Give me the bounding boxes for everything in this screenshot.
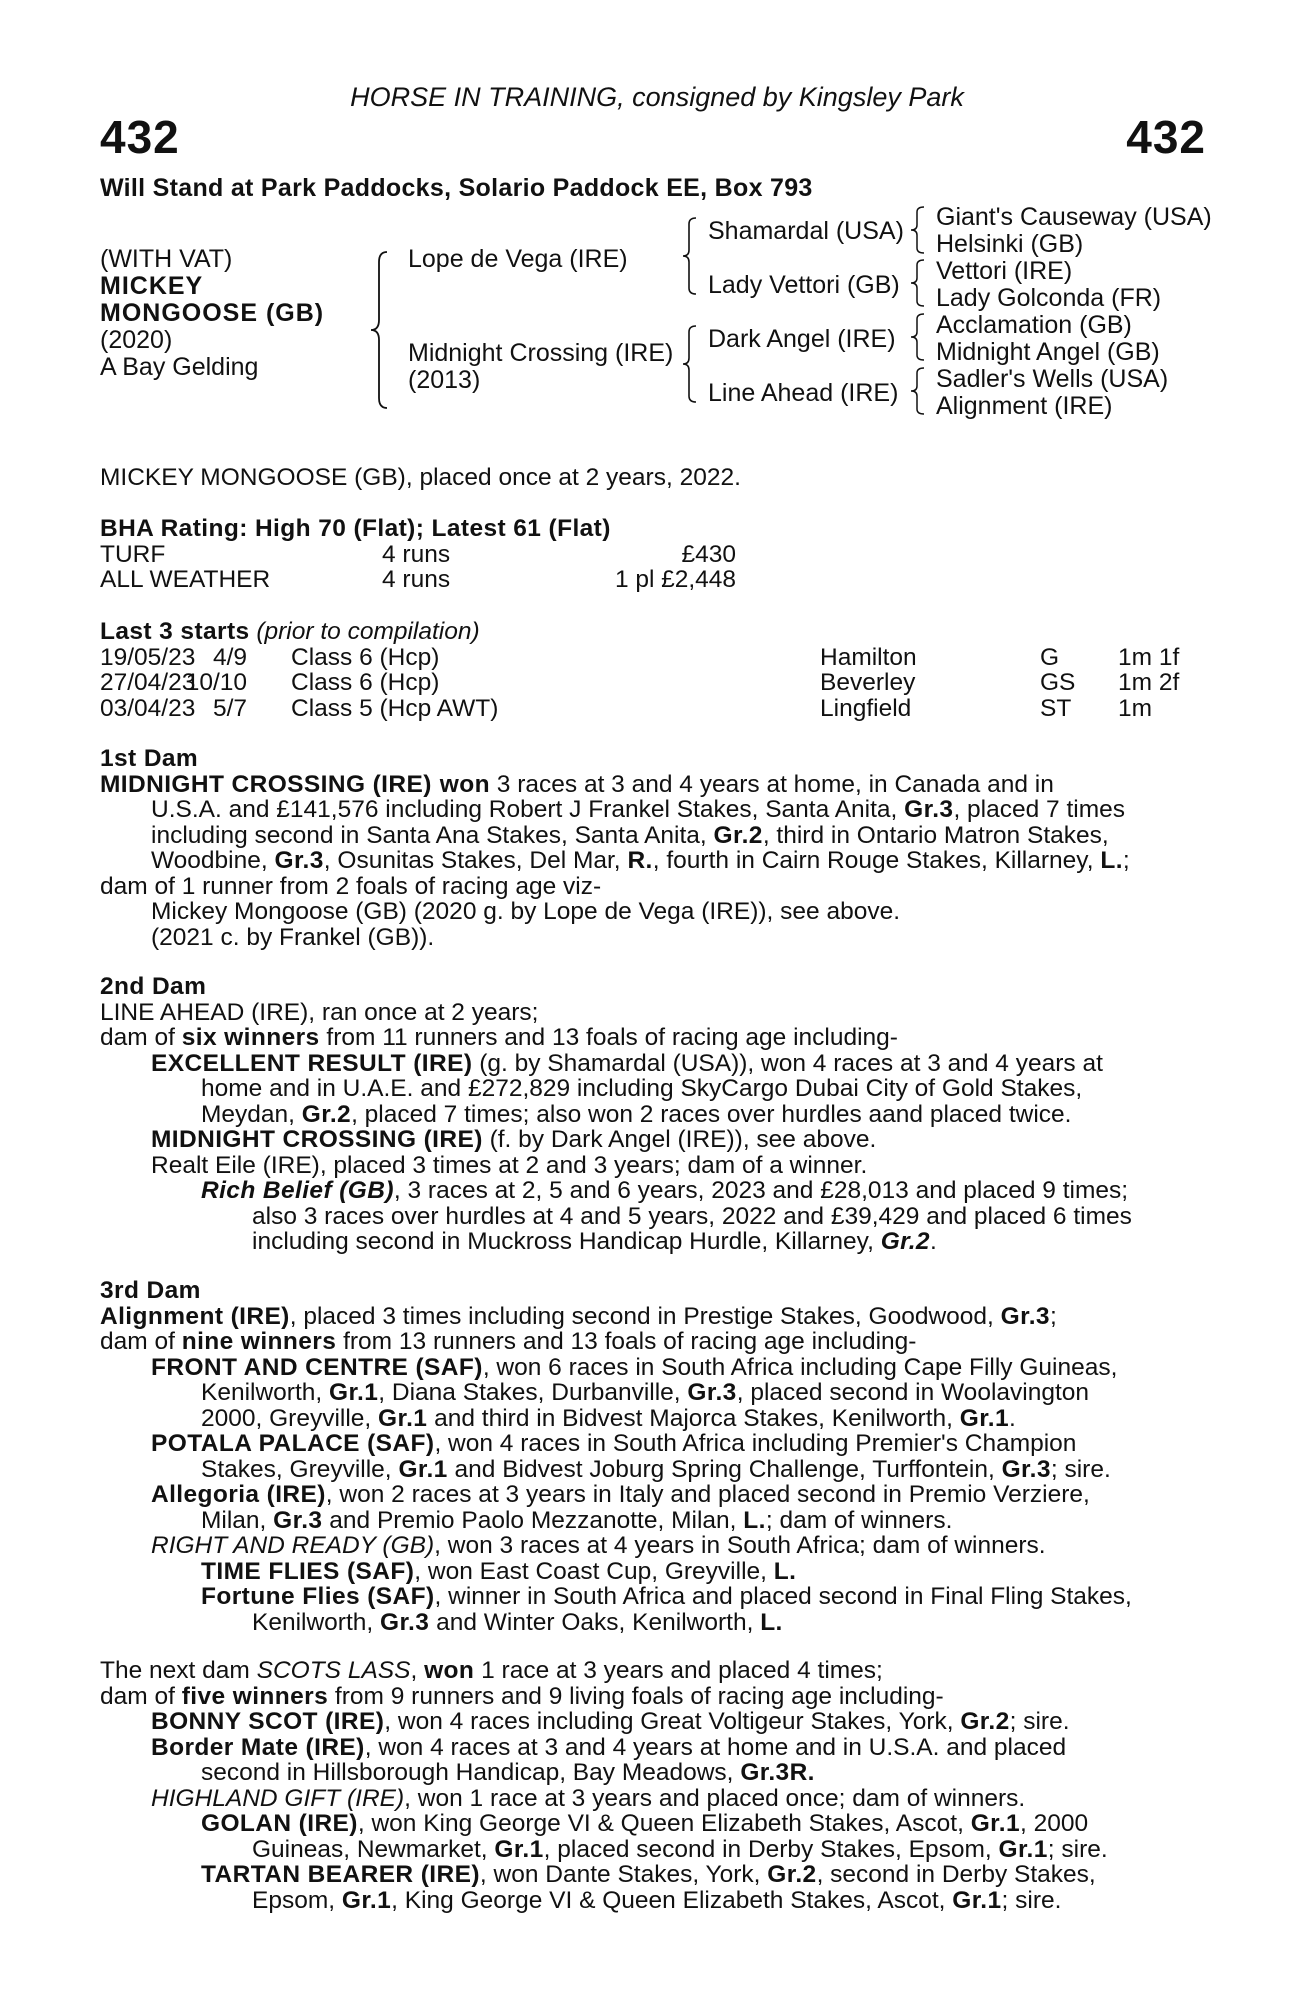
text: also 3 races over hurdles at 4 and 5 years, 2022 and £39,429 and placed 6 times: [252, 1202, 1132, 1230]
pedigree-brace-sd: [910, 258, 926, 308]
text: , won 2 races at 3 years in Italy and placed second in Premio Verziere,: [325, 1481, 1090, 1508]
text: , won 4 races in South Africa including Premier's Champion: [434, 1430, 1077, 1457]
rating-runs: 4 runs: [382, 566, 451, 593]
horse-name-line1: MICKEY: [100, 272, 204, 300]
grade: Gr.1: [998, 1835, 1048, 1863]
grade: Gr.3: [1001, 1455, 1051, 1483]
horse-name-line2: MONGOOSE (GB): [100, 299, 325, 327]
text: Stakes, Greyville,: [201, 1455, 399, 1483]
start-going: ST: [1040, 694, 1072, 722]
pedigree-brace-dd: [910, 366, 926, 416]
grade: Gr.2: [301, 1100, 352, 1128]
grade: Gr.3: [904, 796, 954, 823]
text: , King George VI & Queen Elizabeth Stakes, Ascot,: [391, 1886, 953, 1914]
first-dam-name: MIDNIGHT CROSSING (IRE): [100, 770, 432, 798]
start-row: [100, 645, 1207, 671]
start-distance: 1m 1f: [1118, 643, 1180, 671]
next-dam-name: SCOTS LASS: [256, 1657, 411, 1684]
text: ,: [410, 1657, 425, 1684]
text: Guineas, Newmarket,: [252, 1835, 495, 1863]
text: and Bidvest Joburg Spring Challenge, Turffontein,: [447, 1455, 1002, 1483]
rating-surface: TURF: [100, 540, 166, 568]
pedigree-brace-ds: [910, 312, 926, 362]
text: , won Dante Stakes, York,: [479, 1861, 768, 1888]
text: , won 3 races at 4 years in South Africa; dam of winners.: [434, 1532, 1046, 1559]
pedigree-gdam-4: Alignment (IRE): [936, 392, 1113, 420]
progeny-name: HIGHLAND GIFT (IRE): [151, 1784, 405, 1812]
text: (g. by Shamardal (USA)), won 4 races at 3 and 4 years at: [472, 1049, 1103, 1077]
next-dam-section: [100, 1658, 1207, 1913]
text: Meydan,: [201, 1100, 302, 1128]
grade: Gr.1: [329, 1379, 379, 1406]
grade: Gr.1: [970, 1810, 1020, 1837]
winners-count: nine winners: [181, 1328, 337, 1355]
text: , Osunitas Stakes, Del Mar,: [323, 847, 628, 874]
progeny-name: TIME FLIES (SAF): [201, 1557, 415, 1585]
text: , 2000: [1019, 1810, 1089, 1837]
rating-section: [100, 516, 1207, 593]
start-course: Beverley: [820, 669, 916, 696]
pedigree-gdam-3: Midnight Angel (GB): [936, 338, 1160, 366]
racing-summary: [100, 465, 1207, 491]
text: ; sire.: [1001, 1886, 1062, 1914]
text: 2000, Greyville,: [201, 1404, 379, 1432]
winners-count: six winners: [181, 1024, 320, 1051]
grade: Gr.1: [341, 1886, 392, 1914]
start-date: 03/04/23: [100, 694, 196, 722]
text: , placed 7 times: [953, 796, 1126, 823]
grade: Gr.3: [380, 1608, 430, 1636]
pedigree-brace-dam: [682, 324, 698, 404]
text: dam of: [100, 1024, 182, 1051]
text: Epsom,: [252, 1886, 342, 1914]
pedigree-brace-main: [370, 250, 390, 410]
grade: Gr.1: [952, 1886, 1002, 1914]
text: , Diana Stakes, Durbanville,: [378, 1379, 688, 1406]
text: , fourth in Cairn Rouge Stakes, Killarney,: [652, 847, 1101, 874]
text: and third in Bidvest Majorca Stakes, Kenilworth,: [427, 1404, 960, 1432]
rating-surface: ALL WEATHER: [100, 566, 271, 593]
lot-number-left: 432: [100, 111, 180, 163]
grade: Gr.3: [687, 1379, 737, 1406]
text: , won 1 race at 3 years and placed once; dam of winners.: [404, 1784, 1026, 1812]
start-row: [100, 670, 1207, 696]
grade: L.: [1100, 847, 1123, 874]
progeny-name: Allegoria (IRE): [151, 1481, 326, 1508]
grade: L.: [773, 1557, 797, 1585]
lot-number-right: 432: [1126, 111, 1206, 163]
won-label: won: [439, 770, 490, 798]
rating-title: BHA Rating: High 70 (Flat); Latest 61 (Flat): [100, 515, 611, 542]
page-header: HORSE IN TRAINING, consigned by Kingsley Park: [350, 82, 964, 112]
grade: Gr.1: [378, 1404, 428, 1432]
progeny-name: POTALA PALACE (SAF): [151, 1430, 435, 1457]
pedigree-gdam-2: Lady Golconda (FR): [936, 284, 1162, 312]
pedigree-sire: Lope de Vega (IRE): [408, 245, 628, 273]
text: dam of: [100, 1328, 182, 1355]
text: 3 races at 3 and 4 years at home, in Canada and in: [489, 770, 1054, 798]
text: , won 4 races at 3 and 4 years at home and in U.S.A. and placed: [364, 1733, 1067, 1761]
text: (f. by Dark Angel (IRE)), see above.: [482, 1126, 877, 1153]
grade: L.: [743, 1506, 766, 1534]
grade: Gr.1: [959, 1404, 1010, 1432]
progeny-name: TARTAN BEARER (IRE): [201, 1861, 480, 1888]
text: dam of 1 runner from 2 foals of racing age viz-: [100, 872, 602, 900]
grade: Gr.2: [713, 821, 763, 849]
grade: Gr.3: [274, 847, 324, 874]
text: Kenilworth,: [201, 1379, 330, 1406]
text: Woodbine,: [151, 847, 275, 874]
start-race: Class 5 (Hcp AWT): [291, 694, 499, 722]
first-dam-section: [100, 746, 1207, 950]
start-race: Class 6 (Hcp): [291, 643, 440, 671]
start-position: 5/7: [212, 694, 247, 722]
grade: R.: [627, 847, 653, 874]
start-position: 10/10: [185, 669, 247, 696]
pedigree-dam: Midnight Crossing (IRE): [408, 339, 674, 367]
text: (2021 c. by Frankel (GB)).: [151, 923, 435, 951]
text: dam of: [100, 1682, 182, 1710]
rating-row: [100, 542, 1207, 568]
pedigree-dam-sire: Dark Angel (IRE): [708, 325, 896, 353]
text: Kenilworth,: [252, 1608, 381, 1636]
text: , second in Derby Stakes,: [816, 1861, 1096, 1888]
pedigree-brace-ss: [910, 205, 926, 255]
progeny-name: Border Mate (IRE): [151, 1733, 365, 1761]
text: , 3 races at 2, 5 and 6 years, 2023 and £28,013 and placed 9 times;: [393, 1177, 1129, 1204]
horse-description: A Bay Gelding: [100, 353, 259, 381]
start-date: 27/04/23: [100, 669, 196, 696]
grade: Gr.1: [494, 1835, 544, 1863]
start-date: 19/05/23: [100, 643, 196, 671]
text: ; sire.: [1050, 1455, 1111, 1483]
second-dam-heading: 2nd Dam: [100, 973, 207, 1000]
text: second in Hillsborough Handicap, Bay Meadows,: [201, 1759, 741, 1786]
text: , won 4 races including Great Voltigeur Stakes, York,: [384, 1708, 961, 1735]
pedigree-sire-dam: Lady Vettori (GB): [708, 271, 900, 299]
text: from 13 runners and 13 foals of racing age including-: [336, 1328, 917, 1355]
text: including second in Santa Ana Stakes, Santa Anita,: [151, 821, 714, 849]
text: home and in U.A.E. and £272,829 including SkyCargo Dubai City of Gold Stakes,: [201, 1075, 1083, 1102]
progeny-name: MIDNIGHT CROSSING (IRE): [151, 1126, 483, 1153]
start-position: 4/9: [212, 643, 247, 671]
pedigree-sire-sire: Shamardal (USA): [708, 217, 904, 245]
second-dam-section: [100, 974, 1207, 1255]
text: from 9 runners and 9 living foals of racing age including-: [328, 1682, 944, 1710]
text: .: [1009, 1404, 1016, 1432]
pedigree-gsire-2: Vettori (IRE): [936, 257, 1073, 285]
third-dam-section: [100, 1278, 1207, 1635]
grade: L.: [760, 1608, 783, 1636]
rating-runs: 4 runs: [382, 540, 451, 568]
pedigree-gdam-1: Helsinki (GB): [936, 230, 1084, 258]
grade: Gr.2: [880, 1228, 930, 1255]
progeny-name: BONNY SCOT (IRE): [151, 1708, 385, 1735]
grade: Gr.3: [1000, 1302, 1050, 1330]
text: Realt Eile (IRE), placed 3 times at 2 and 3 years; dam of a winner.: [151, 1151, 868, 1179]
text: .: [929, 1228, 937, 1255]
winners-count: five winners: [181, 1682, 329, 1710]
text: , won King George VI & Queen Elizabeth Stakes, Ascot,: [357, 1810, 971, 1837]
text: , third in Ontario Matron Stakes,: [762, 821, 1109, 849]
text: , placed 3 times including second in Prestige Stakes, Goodwood,: [289, 1302, 1001, 1330]
grade: Gr.1: [398, 1455, 448, 1483]
text: ; sire.: [1009, 1708, 1070, 1735]
pedigree-dam-dam: Line Ahead (IRE): [708, 379, 899, 407]
text: , won 6 races in South Africa including Cape Filly Guineas,: [482, 1353, 1118, 1381]
text: , placed 7 times; also won 2 races over hurdles aand placed twice.: [351, 1100, 1072, 1128]
grade: Gr.2: [767, 1861, 817, 1888]
text: and Winter Oaks, Kenilworth,: [429, 1608, 761, 1636]
third-dam-name: Alignment (IRE): [100, 1302, 290, 1330]
last-starts-note: (prior to compilation): [256, 618, 480, 645]
progeny-name: RIGHT AND READY (GB): [151, 1532, 435, 1559]
text: ; dam of winners.: [765, 1506, 953, 1534]
text: ; sire.: [1047, 1835, 1108, 1863]
third-dam-heading: 3rd Dam: [100, 1277, 201, 1304]
text: U.S.A. and £141,576 including Robert J Frankel Stakes, Santa Anita,: [151, 796, 905, 823]
progeny-name: Rich Belief (GB): [201, 1177, 394, 1204]
start-going: GS: [1040, 669, 1076, 696]
start-row: [100, 696, 1207, 722]
text: , won East Coast Cup, Greyville,: [414, 1557, 774, 1585]
vat-note: (WITH VAT): [100, 245, 233, 273]
start-distance: 1m 2f: [1118, 669, 1180, 696]
start-race: Class 6 (Hcp): [291, 669, 440, 696]
grade: Gr.3: [273, 1506, 323, 1534]
text: , placed second in Woolavington: [736, 1379, 1090, 1406]
pedigree-brace-sire: [682, 216, 698, 296]
progeny-name: FRONT AND CENTRE (SAF): [151, 1353, 483, 1381]
text: , winner in South Africa and placed second in Final Fling Stakes,: [434, 1583, 1132, 1610]
text: Mickey Mongoose (GB) (2020 g. by Lope de Vega (IRE)), see above.: [151, 898, 901, 925]
last-starts-section: [100, 619, 1207, 721]
text: LINE AHEAD (IRE), ran once at 2 years;: [100, 998, 539, 1026]
stand-location: Will Stand at Park Paddocks, Solario Paddock EE, Box 793: [100, 174, 813, 202]
summary-line: MICKEY MONGOOSE (GB), placed once at 2 years, 2022.: [100, 464, 741, 491]
won-label: won: [424, 1657, 475, 1684]
text: from 11 runners and 13 foals of racing age including-: [319, 1024, 898, 1051]
text: ;: [1122, 847, 1130, 874]
text: The next dam: [100, 1657, 257, 1684]
start-going: G: [1040, 643, 1060, 671]
text: Milan,: [201, 1506, 274, 1534]
start-course: Lingfield: [820, 694, 912, 722]
horse-year: (2020): [100, 326, 173, 354]
pedigree-dam-year: (2013): [408, 366, 481, 394]
rating-earnings: £430: [681, 540, 736, 568]
last-starts-title: Last 3 starts: [100, 618, 250, 645]
text: , placed second in Derby Stakes, Epsom,: [543, 1835, 999, 1863]
text: and Premio Paolo Mezzanotte, Milan,: [322, 1506, 744, 1534]
pedigree-gsire-1: Giant's Causeway (USA): [936, 203, 1212, 231]
progeny-name: EXCELLENT RESULT (IRE): [151, 1049, 473, 1077]
start-distance: 1m: [1118, 694, 1153, 722]
rating-places: 1 pl: [615, 566, 655, 593]
text: ;: [1049, 1302, 1057, 1330]
rating-earnings: £2,448: [661, 566, 736, 593]
text: 1 race at 3 years and placed 4 times;: [474, 1657, 883, 1684]
progeny-name: Fortune Flies (SAF): [201, 1583, 435, 1610]
pedigree-gsire-3: Acclamation (GB): [936, 311, 1132, 339]
rating-row: [100, 567, 1207, 593]
first-dam-heading: 1st Dam: [100, 745, 199, 772]
start-course: Hamilton: [820, 643, 917, 671]
text: including second in Muckross Handicap Hurdle, Killarney,: [252, 1228, 881, 1255]
pedigree-gsire-4: Sadler's Wells (USA): [936, 365, 1169, 393]
grade: Gr.2: [960, 1708, 1010, 1735]
progeny-name: GOLAN (IRE): [201, 1810, 358, 1837]
grade: Gr.3R.: [740, 1759, 815, 1786]
